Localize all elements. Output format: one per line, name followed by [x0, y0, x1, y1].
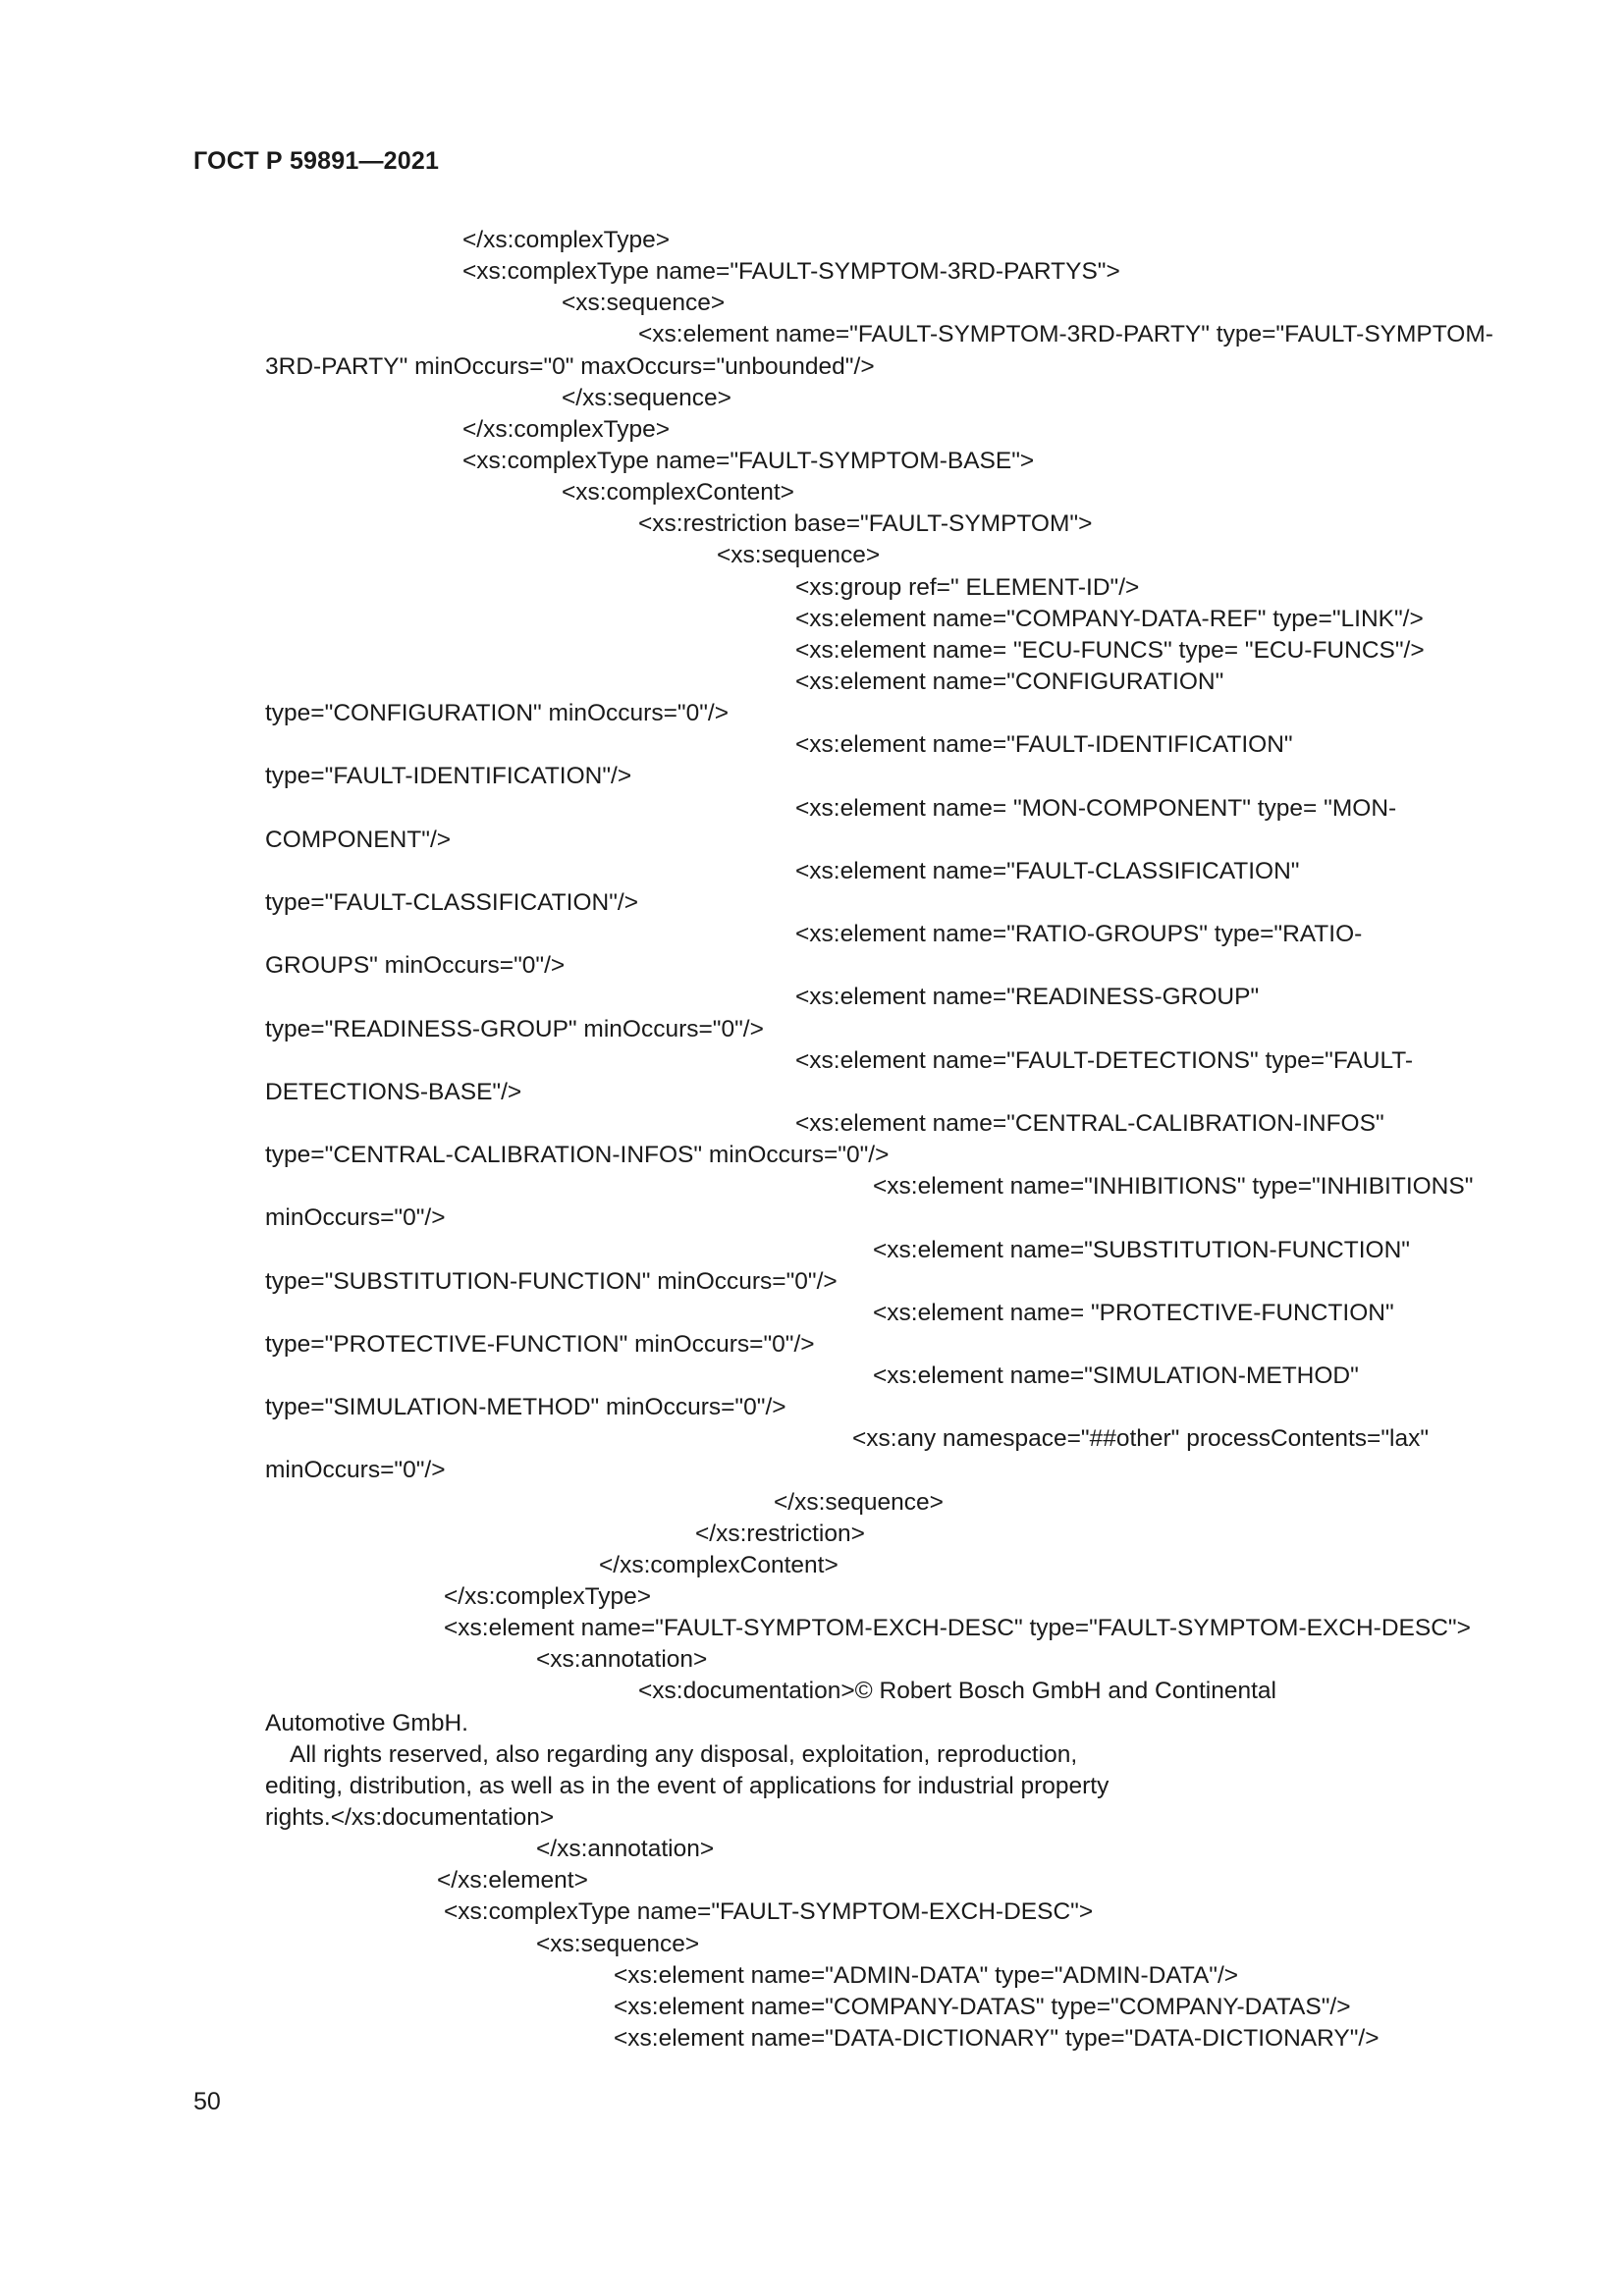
code-line: [265, 1708, 1542, 1739]
code-line: [265, 1802, 1542, 1834]
code-line-text: type="READINESS-GROUP" minOccurs="0"/>: [265, 1015, 764, 1042]
code-line: [265, 1865, 1542, 1896]
code-line: [265, 225, 1542, 256]
code-line: [265, 1739, 1542, 1771]
code-line-text: <xs:complexType name="FAULT-SYMPTOM-BASE">: [462, 447, 1035, 474]
code-line: [265, 1423, 1542, 1455]
code-line-text: <xs:restriction base="FAULT-SYMPTOM">: [638, 510, 1093, 538]
code-line-text: <xs:element name="FAULT-IDENTIFICATION": [795, 731, 1293, 759]
code-line-text: type="SIMULATION-METHOD" minOccurs="0"/>: [265, 1394, 786, 1421]
code-line-text: <xs:any namespace="##other" processContents="lax": [852, 1425, 1430, 1453]
code-line-text: <xs:element name="FAULT-SYMPTOM-3RD-PARTY" type="FAULT-SYMPTOM-: [638, 321, 1493, 348]
code-line-text: <xs:element name="ADMIN-DATA" type="ADMIN-DATA"/>: [614, 1961, 1239, 1989]
code-line-text: COMPONENT"/>: [265, 826, 452, 853]
code-line-text: </xs:complexType>: [444, 1583, 652, 1611]
code-line-text: <xs:complexType name="FAULT-SYMPTOM-EXCH-DESC">: [444, 1898, 1094, 1926]
code-line-text: <xs:element name= "MON-COMPONENT" type= "MON-: [795, 794, 1397, 822]
code-line: [265, 1771, 1542, 1802]
code-line-text: <xs:element name="FAULT-CLASSIFICATION": [795, 857, 1300, 884]
code-line-text: <xs:element name="FAULT-SYMPTOM-EXCH-DESC" type="FAULT-SYMPTOM-EXCH-DESC">: [444, 1615, 1471, 1642]
code-line: [265, 1550, 1542, 1581]
code-line: [265, 1487, 1542, 1519]
code-line-text: <xs:sequence>: [562, 290, 726, 317]
xml-schema-listing: [265, 225, 1542, 2055]
code-line-text: type="PROTECTIVE-FUNCTION" minOccurs="0"/>: [265, 1330, 815, 1358]
code-line-text: <xs:element name= "ECU-FUNCS" type= "ECU-FUNCS"/>: [795, 636, 1425, 664]
code-line: [265, 572, 1542, 604]
code-line: [265, 667, 1542, 698]
code-line: [265, 1235, 1542, 1266]
code-line-text: type="CENTRAL-CALIBRATION-INFOS" minOccurs="0"/>: [265, 1142, 890, 1169]
code-line-text: <xs:documentation>© Robert Bosch GmbH and Continental: [638, 1678, 1276, 1705]
code-line-text: <xs:element name="COMPANY-DATAS" type="COMPANY-DATAS"/>: [614, 1993, 1351, 2020]
code-line: [265, 2023, 1542, 2055]
code-line: [265, 446, 1542, 477]
code-line-text: </xs:complexType>: [462, 415, 671, 443]
code-line-text: </xs:complexType>: [462, 227, 671, 253]
code-line-text: <xs:element name="SIMULATION-METHOD": [873, 1362, 1359, 1390]
code-line: [265, 256, 1542, 288]
code-line: [265, 540, 1542, 571]
code-line: [265, 319, 1542, 350]
code-line: [265, 1202, 1542, 1234]
code-line-text: </xs:complexContent>: [599, 1551, 839, 1578]
code-line: [265, 477, 1542, 508]
code-line-text: minOccurs="0"/>: [265, 1204, 446, 1232]
code-line-text: <xs:element name="CONFIGURATION": [795, 667, 1224, 695]
code-line-text: <xs:complexContent>: [562, 479, 794, 507]
code-line-text: </xs:annotation>: [536, 1836, 715, 1863]
code-line: [265, 1171, 1542, 1202]
code-line: [265, 414, 1542, 446]
code-line: [265, 761, 1542, 792]
code-line: [265, 1929, 1542, 1960]
code-line: [265, 1455, 1542, 1486]
code-line-text: <xs:element name="RATIO-GROUPS" type="RATIO-: [795, 921, 1363, 948]
code-line: [265, 1108, 1542, 1140]
code-line: [265, 1045, 1542, 1077]
code-line: [265, 729, 1542, 761]
code-line-text: <xs:element name="INHIBITIONS" type="INHIBITIONS": [873, 1173, 1474, 1201]
code-line-text: </xs:element>: [437, 1867, 588, 1895]
code-line-text: <xs:group ref=" ELEMENT-ID"/>: [795, 573, 1140, 601]
code-line: [265, 1298, 1542, 1329]
page-number: 50: [193, 2088, 221, 2115]
code-line: [265, 793, 1542, 825]
code-line: [265, 919, 1542, 950]
code-line-text: Automotive GmbH.: [265, 1709, 468, 1736]
code-line-text: editing, distribution, as well as in the event of applications for industrial property: [265, 1772, 1110, 1799]
code-line: [265, 1834, 1542, 1865]
code-line: [265, 1613, 1542, 1644]
code-line: [265, 1992, 1542, 2023]
code-line: [265, 1361, 1542, 1392]
code-line-text: <xs:element name="CENTRAL-CALIBRATION-INFOS": [795, 1109, 1384, 1137]
code-line: [265, 1329, 1542, 1361]
code-line: [265, 950, 1542, 982]
code-line-text: minOccurs="0"/>: [265, 1457, 446, 1484]
code-line: [265, 1392, 1542, 1423]
code-line: [265, 1644, 1542, 1676]
code-line-text: <xs:element name="FAULT-DETECTIONS" type="FAULT-: [795, 1046, 1414, 1074]
code-line-text: GROUPS" minOccurs="0"/>: [265, 952, 566, 980]
code-line: [265, 1581, 1542, 1613]
code-line-text: <xs:sequence>: [536, 1930, 700, 1957]
code-line: [265, 351, 1542, 383]
code-line: [265, 825, 1542, 856]
code-line-text: All rights reserved, also regarding any disposal, exploitation, reproduction,: [290, 1740, 1078, 1768]
code-line-text: type="SUBSTITUTION-FUNCTION" minOccurs="0"/>: [265, 1267, 838, 1295]
code-line-text: <xs:complexType name="FAULT-SYMPTOM-3RD-PARTYS">: [462, 258, 1120, 286]
code-line: [265, 982, 1542, 1013]
code-line-text: <xs:annotation>: [536, 1646, 708, 1674]
code-line-text: rights.</xs:documentation>: [265, 1804, 555, 1832]
code-line-text: type="FAULT-CLASSIFICATION"/>: [265, 888, 639, 916]
code-line: [265, 508, 1542, 540]
code-line-text: 3RD-PARTY" minOccurs="0" maxOccurs="unbounded"/>: [265, 352, 875, 380]
code-line: [265, 635, 1542, 667]
code-line-text: <xs:element name="READINESS-GROUP": [795, 984, 1260, 1011]
code-line: [265, 698, 1542, 729]
code-line: [265, 1077, 1542, 1108]
code-line-text: DETECTIONS-BASE"/>: [265, 1078, 522, 1105]
code-line: [265, 1014, 1542, 1045]
code-line-text: </xs:sequence>: [774, 1488, 944, 1516]
code-line: [265, 1960, 1542, 1992]
code-line: [265, 1519, 1542, 1550]
code-line-text: <xs:sequence>: [717, 542, 881, 569]
code-line-text: <xs:element name="COMPANY-DATA-REF" type="LINK"/>: [795, 605, 1424, 632]
code-line-text: <xs:element name="SUBSTITUTION-FUNCTION": [873, 1236, 1410, 1263]
code-line: [265, 383, 1542, 414]
code-line-text: <xs:element name="DATA-DICTIONARY" type="DATA-DICTIONARY"/>: [614, 2025, 1380, 2053]
code-line-text: </xs:restriction>: [695, 1520, 865, 1547]
code-line-text: </xs:sequence>: [562, 384, 731, 411]
code-line: [265, 1896, 1542, 1928]
code-line-text: type="FAULT-IDENTIFICATION"/>: [265, 763, 632, 790]
code-line: [265, 887, 1542, 919]
code-line: [265, 1266, 1542, 1298]
code-line-text: type="CONFIGURATION" minOccurs="0"/>: [265, 700, 730, 727]
code-line: [265, 604, 1542, 635]
code-line-text: <xs:element name= "PROTECTIVE-FUNCTION": [873, 1299, 1394, 1326]
code-line: [265, 1676, 1542, 1707]
code-line: [265, 856, 1542, 887]
code-line: [265, 1140, 1542, 1171]
code-line: [265, 288, 1542, 319]
page-header: ГОСТ Р 59891—2021: [193, 147, 440, 175]
